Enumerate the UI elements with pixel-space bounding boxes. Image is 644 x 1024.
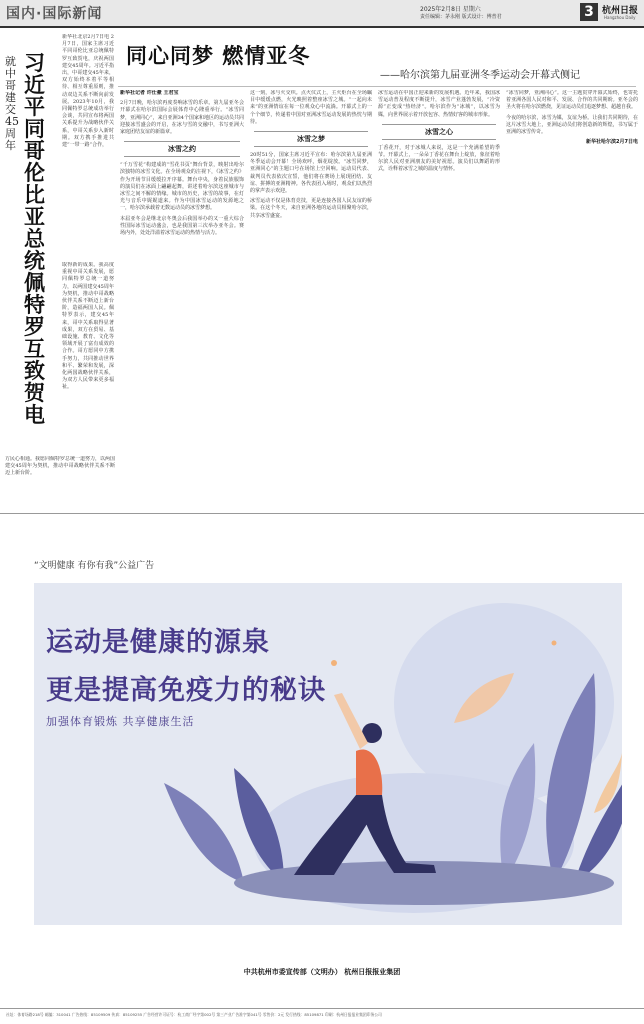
left-article-column-1: 新华社北京2月7日电 2月7日，国家主席习近平同哥伦比亚总统佩特罗互致贺电，庆祝两国建交45周年。习近平指出，中哥建交45年来，双方始终本着平等相待、相互尊重原则，推动双边关系不断向前发展。2023年10月，我同佩特罗总统成功举行会谈，共同宣布将两国关系提升为战略伙伴关系，中哥关系步入新时期。双方携手推进共建“一带一路”合作，	[62, 34, 114, 149]
feature-paragraph: 本届亚冬会是继北京冬奥会后我国举办的又一重大综合性国际冰雪运动盛会，也是我国第三次举办亚冬会。赛场内外，处处洋溢着冰雪运动的热情与活力。	[120, 215, 244, 237]
header-divider	[0, 26, 644, 28]
ad-headline-2: 更是提高免疫力的秘诀	[46, 675, 326, 706]
feature-paragraph: 今夜的哈尔滨，冰雪为媒，友谊为桥。让我们共同期待，在这片冰雪大地上，亚洲运动员们将创造新的辉煌，书写属于亚洲的冰雪传奇。	[506, 114, 638, 136]
editor-credits: 责任编辑：茅永刚 版式设计：傅普君	[420, 14, 502, 20]
feature-subtitle: ——哈尔滨第九届亚洲冬季运动会开幕式侧记	[380, 70, 580, 81]
issue-date: 2025年2月8日 星期六	[420, 6, 481, 13]
feature-byline: 新华社记者 许仕豪 王君宝	[120, 90, 179, 96]
feature-paragraph: 冰雪运动不仅是体育竞技，更是连接各国人民友谊的桥梁。在这个冬天，来自亚洲各地的运动员相聚哈尔滨，共享冰雪盛宴。	[250, 198, 372, 219]
feature-divider	[118, 86, 636, 87]
left-article-subheadline: 就中哥建交45周年	[5, 55, 19, 152]
footer-divider	[0, 1008, 644, 1009]
feature-paragraph: 丁香花开，对于冰城人来说，这是一个充满希望的季节。开幕式上，一朵朵丁香花在舞台上绽放，象征着哈尔滨人民对亚洲朋友的美好祝愿。演员们以舞蹈的形式，诠释着冰雪之城的温度与情怀。	[378, 144, 500, 173]
left-article-column-2: 取得新的成果。我高度重视中哥关系发展，愿同佩特罗总统一道努力，以两国建交45周年为契机，推动中哥战略伙伴关系不断迈上新台阶，造福两国人民。佩特罗表示，建交45年来，哥中关系取得显著成果，双方在贸易、基础设施、教育、文化等领域开展了富有成效的合作。哥方愿同中方携手努力，共同推动世界和平、繁荣和发展，深化两国战略伙伴关系，为双方人民带来更多福祉。	[62, 262, 114, 391]
feature-column-4	[506, 90, 638, 510]
feature-paragraph: 2月7日晚，哈尔滨再度奏响冰雪的乐章。第九届亚冬会开幕式在哈尔滨国际会展体育中心隆重举行。“冰雪同梦，亚洲同心”，来自亚洲34个国家和地区的运动员共同迎接冰雪盛会的开启，在冰与雪的交融中，书写亚洲大家庭团结友谊的新篇章。	[120, 100, 244, 136]
feature-column-2	[250, 90, 372, 510]
page-footer: 社址：体育场路218号 邮编：310041 广告热线：85109509 传真：85109255 广告经营许可证号：杭工商广经字第002号 第三产业广告准字第041号 零售价：2元 发行热线：85109871 印刷：杭州日报报业集团印务公司	[6, 1012, 382, 1017]
feature-paragraph: “千万雪花”构建成的“雪花书页”舞台背景，映射出哈尔滨独特的冰雪文化。在全场观众的注视下，《冰雪之约》作为开场节目缓缓拉开序幕。舞台中央，身着民族服饰的演员们在冰面上翩翩起舞，讲述着哈尔滨这座城市与冰雪之间不解的情缘。城市的历史，冰雪的故事，在灯光与音乐中娓娓道来。作为中国冰雪运动的发源地之一，哈尔滨承载着无数运动员的冰雪梦想。	[120, 162, 244, 212]
sparkle-icon	[331, 660, 337, 666]
leaf-icon	[164, 783, 244, 883]
page-number: 3	[580, 3, 598, 21]
feature-signoff: 新华社哈尔滨2月7日电	[586, 139, 638, 146]
feature-subhead-2: 冰雪之梦	[254, 131, 368, 147]
feature-subhead-1: 冰雪之约	[124, 141, 240, 157]
feature-subhead-3: 冰雪之心	[382, 124, 496, 140]
newspaper-logo-subtitle: Hangzhou Daily	[604, 15, 636, 20]
figure-top	[356, 749, 382, 797]
feature-paragraph: 20时51分，国家主席习近平宣布：哈尔滨第九届亚洲冬季运动会开幕！全场欢呼，烟花绽放。“冰雪同梦，亚洲同心”的主题口号在场馆上空回响。运动员代表、裁判员代表依次宣誓，他们将在赛场上展现团结、友谊、拼搏的亚洲精神。各代表团入场时，观众们以热烈的掌声表示欢迎。	[250, 152, 372, 195]
left-article-headline: 习近平同哥伦比亚总统佩特罗互致贺电	[24, 50, 45, 427]
ad-organizer: 中共杭州市委宣传部（文明办） 杭州日报报业集团	[243, 968, 401, 976]
feature-column-3	[378, 90, 500, 510]
section-name: 国内·国际新闻	[6, 6, 103, 22]
feature-paragraph: 冰雪运动在中国正迎来新的发展机遇。近年来，我国冰雪运动普及程度不断提升，冰雪产业蓬勃发展，“冷资源”正变成“热经济”。哈尔滨作为“冰城”，以冰雪为媒，向世界展示着开放包容、热情好客的城市形象。	[378, 90, 500, 118]
left-article-column-3: 方民心相通。我愿同佩特罗总统一道努力，以两国建交45周年为契机，推动中哥战略伙伴关系不断迈上新台阶。	[5, 456, 115, 477]
feature-title: 同心同梦 燃情亚冬	[126, 43, 311, 68]
feature-column-1	[120, 90, 244, 510]
feature-paragraph: 这一刻，冰与火交织。点火仪式上，主火炬台在全场瞩目中缓缓点燃，火光映照着整座冰雪之城。“一起向未来”的亚洲情谊在每一位观众心中流淌。开幕式上的一个个细节，传递着中国对亚洲冰雪运动发展的热忱与期待。	[250, 90, 372, 125]
ad-divider	[0, 513, 644, 514]
feature-paragraph: “冰雪同梦，亚洲同心”。这一主题贯穿开幕式始终，也寄托着亚洲各国人民对和平、发展、合作的共同期盼。亚冬会的圣火将在哈尔滨燃烧，见证运动员们追逐梦想、超越自我。	[506, 90, 638, 111]
sparkle-icon	[552, 641, 557, 646]
newspaper-logo: 杭州日报	[602, 6, 639, 16]
page-header	[0, 0, 644, 26]
ad-headline-1: 运动是健康的源泉	[46, 627, 270, 658]
figure-arm	[334, 693, 368, 749]
ad-label: “文明健康 有你有我”公益广告	[34, 561, 155, 571]
ad-tagline: 加强体育锻炼 共享健康生活	[46, 715, 195, 728]
